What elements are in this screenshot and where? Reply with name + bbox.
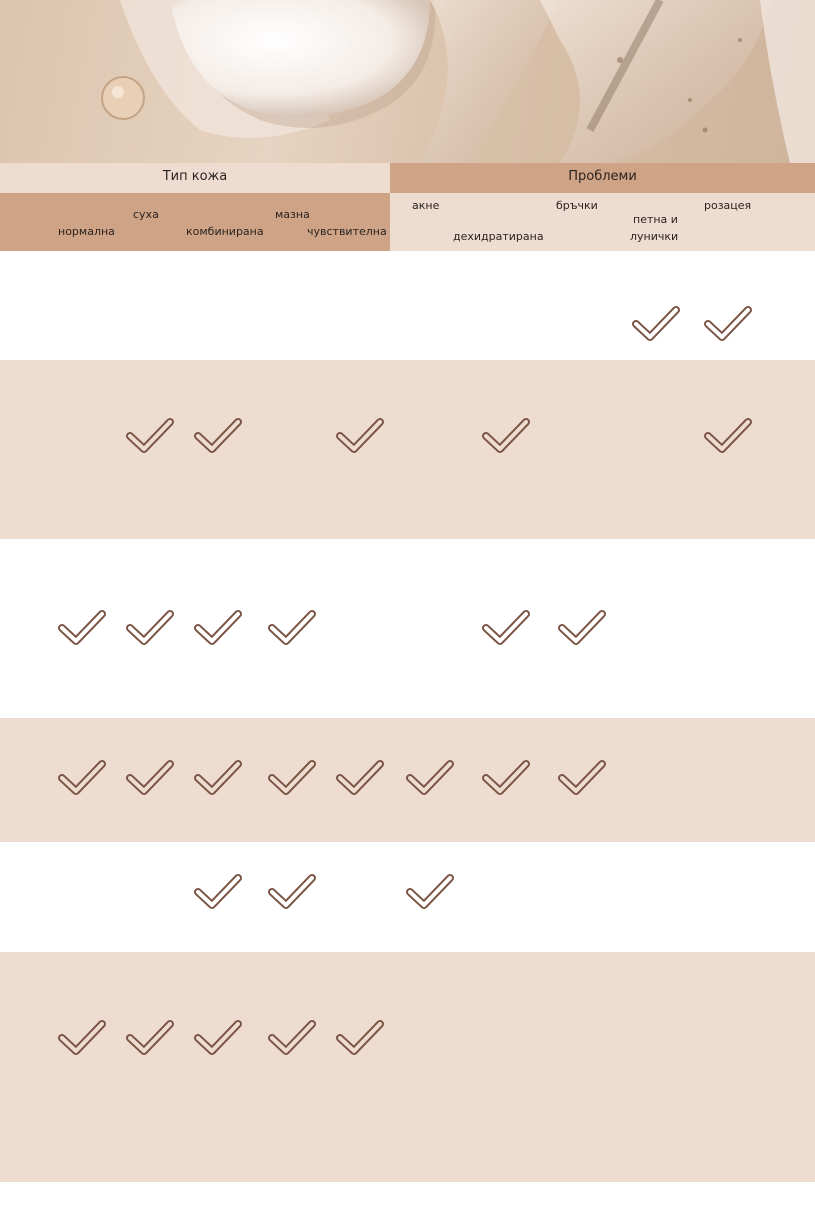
check-icon (268, 756, 316, 796)
check-icon (406, 870, 454, 910)
table-row (0, 360, 815, 539)
check-icon (268, 606, 316, 646)
check-icon (336, 414, 384, 454)
check-icon (704, 302, 752, 342)
table-row (0, 952, 815, 1182)
column-label-dehydrated: дехидратирана (453, 230, 544, 243)
column-label-spots-line1: петна и (633, 213, 678, 226)
skin-type-labels-band (0, 193, 390, 251)
column-label-rosacea: розацея (704, 199, 752, 212)
check-icon (126, 1016, 174, 1056)
column-label-dry: суха (133, 208, 159, 221)
check-icon (194, 870, 242, 910)
check-icon (126, 414, 174, 454)
check-icon (704, 414, 752, 454)
check-icon (194, 414, 242, 454)
check-icon (406, 756, 454, 796)
check-icon (268, 1016, 316, 1056)
check-icon (482, 756, 530, 796)
table-row (0, 251, 815, 360)
check-icon (126, 606, 174, 646)
table-row (0, 539, 815, 718)
column-label-spots-line2: лунички (630, 230, 679, 243)
check-icon (336, 1016, 384, 1056)
check-icon (632, 302, 680, 342)
skin-type-title: Тип кожа (162, 168, 228, 184)
check-icon (58, 756, 106, 796)
cream-swatch-illustration (0, 0, 815, 163)
column-label-normal: нормална (58, 225, 115, 238)
column-label-combination: комбинирана (186, 225, 264, 238)
check-icon (558, 606, 606, 646)
check-icon (126, 756, 174, 796)
check-icon (482, 606, 530, 646)
column-label-oily: мазна (275, 208, 310, 221)
check-icon (482, 414, 530, 454)
hero-cream-texture-image (0, 0, 815, 163)
check-icon (194, 1016, 242, 1056)
check-icon (336, 756, 384, 796)
check-icon (58, 606, 106, 646)
check-icon (268, 870, 316, 910)
check-icon (194, 606, 242, 646)
problems-title-cell (390, 163, 815, 193)
column-label-acne: акне (412, 199, 440, 212)
problems-title: Проблеми (568, 168, 637, 184)
skin-type-title-cell (0, 163, 390, 193)
column-label-wrinkles: бръчки (556, 199, 598, 212)
check-icon (194, 756, 242, 796)
column-label-sensitive: чувствителна (307, 225, 387, 238)
check-icon (58, 1016, 106, 1056)
check-icon (558, 756, 606, 796)
